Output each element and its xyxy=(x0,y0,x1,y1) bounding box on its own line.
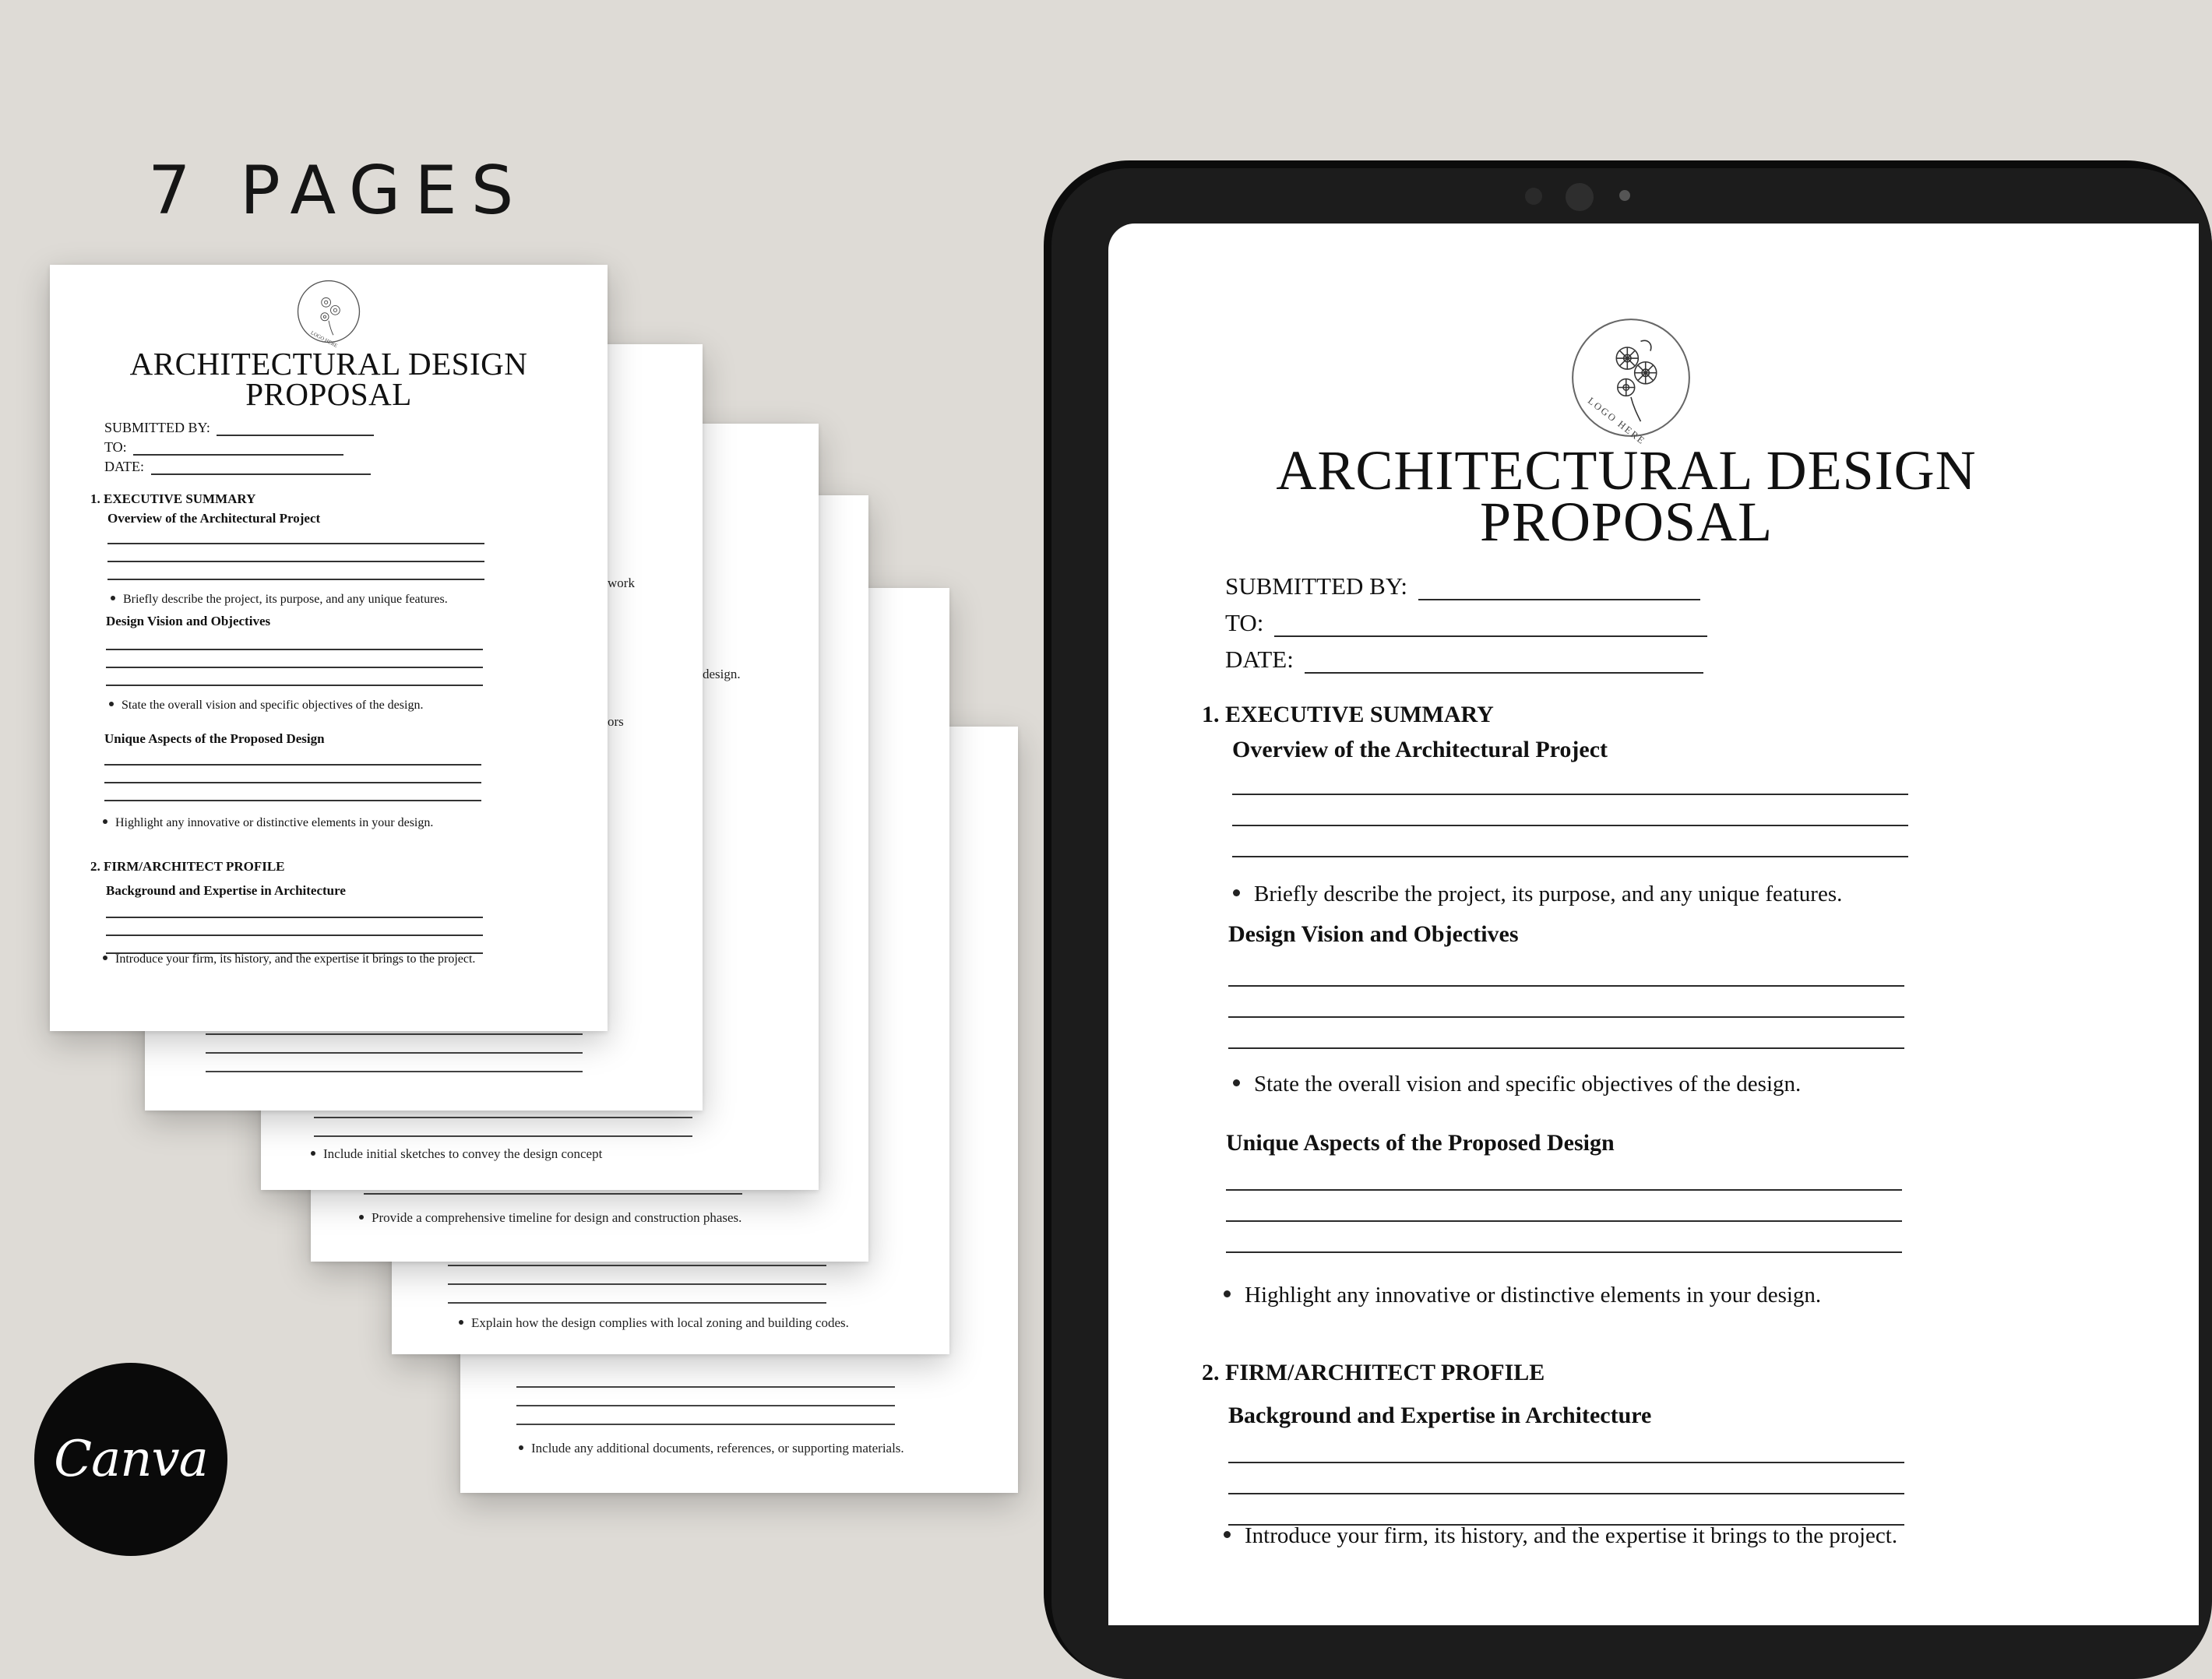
bullet-vision xyxy=(1233,1072,1801,1097)
to-field[interactable] xyxy=(1225,609,1707,637)
front-bullet-unique xyxy=(103,816,433,830)
writing-line xyxy=(106,649,483,650)
writing-line xyxy=(107,579,484,580)
canva-logo xyxy=(34,1363,227,1556)
front-bullet-vision-text: State the overall vision and specific objectives of the design. xyxy=(122,699,424,712)
tablet-camera-icon xyxy=(1566,183,1594,211)
front-section-executive-summary: 1. EXECUTIVE SUMMARY xyxy=(90,491,256,506)
front-bullet-vision xyxy=(109,699,423,713)
page-sheet-3-fragment-work: work xyxy=(608,576,635,590)
page-sheet-7-bullet-text: Include any additional documents, references, or supporting materials. xyxy=(531,1441,904,1455)
tablet-sensor-icon xyxy=(1525,188,1542,205)
writing-line xyxy=(206,1071,583,1072)
heading-vision: Design Vision and Objectives xyxy=(1228,921,1519,947)
date-field[interactable] xyxy=(1225,646,1703,674)
writing-line[interactable] xyxy=(1228,1016,1904,1018)
writing-line[interactable] xyxy=(1232,856,1908,857)
section-firm-profile: 2. FIRM/ARCHITECT PROFILE xyxy=(1202,1360,1545,1385)
date-line[interactable] xyxy=(1305,672,1703,674)
tablet-flash-icon xyxy=(1619,190,1630,201)
front-to-label: TO: xyxy=(104,439,127,455)
writing-line xyxy=(516,1405,895,1406)
bullet-vision-text: State the overall vision and specific objectives of the design. xyxy=(1254,1072,1802,1096)
page-sheet-7-bullet xyxy=(519,1441,904,1456)
writing-line[interactable] xyxy=(1228,1047,1904,1049)
document-title-line1: ARCHITECTURAL DESIGN xyxy=(1276,439,1977,502)
page-sheet-5-bullet-text: Provide a comprehensive timeline for design and construction phases. xyxy=(372,1210,742,1225)
writing-line xyxy=(448,1265,826,1266)
bullet-dot xyxy=(1233,1079,1240,1086)
writing-line xyxy=(104,800,481,801)
bullet-background xyxy=(1224,1523,1897,1549)
writing-line xyxy=(107,561,484,562)
writing-line xyxy=(516,1424,895,1425)
writing-line xyxy=(104,782,481,783)
bullet-dot xyxy=(1224,1290,1231,1297)
logo-placeholder-icon xyxy=(296,279,361,350)
writing-line[interactable] xyxy=(1228,985,1904,987)
writing-line xyxy=(107,543,484,544)
logo-placeholder-icon xyxy=(1570,317,1692,447)
writing-line xyxy=(314,1135,692,1137)
bullet-background-text: Introduce your firm, its history, and the expertise it brings to the project. xyxy=(1245,1523,1898,1548)
bullet-dot xyxy=(109,702,114,706)
submitted-by-line[interactable] xyxy=(1418,599,1700,600)
bullet-dot xyxy=(1224,1531,1231,1538)
front-bullet-background-text: Introduce your firm, its history, and the expertise it brings to the project. xyxy=(115,952,476,966)
writing-line xyxy=(106,667,483,668)
date-label: DATE: xyxy=(1225,646,1294,673)
section-executive-summary: 1. EXECUTIVE SUMMARY xyxy=(1202,702,1494,727)
page-sheet-3-fragment-design: design. xyxy=(703,667,741,681)
front-title-line2: PROPOSAL xyxy=(245,376,412,412)
front-to-field xyxy=(104,439,343,456)
writing-line xyxy=(106,935,483,936)
front-date-label: DATE: xyxy=(104,459,144,474)
page-sheet-4-bullet-text: Include initial sketches to convey the design concept xyxy=(323,1146,603,1161)
writing-line xyxy=(448,1283,826,1285)
bullet-dot xyxy=(103,956,107,960)
bullet-dot xyxy=(103,819,107,824)
canva-logo-text: Canva xyxy=(54,1431,208,1488)
bullet-dot xyxy=(459,1320,463,1325)
heading-overview: Overview of the Architectural Project xyxy=(1232,737,1608,762)
front-bullet-overview xyxy=(111,593,448,607)
front-section-firm-profile: 2. FIRM/ARCHITECT PROFILE xyxy=(90,859,285,874)
logo-text: LOGO HERE xyxy=(1585,395,1648,447)
page-sheet-6-bullet xyxy=(459,1315,849,1331)
writing-line xyxy=(314,1117,692,1118)
heading-background: Background and Expertise in Architecture xyxy=(1228,1403,1652,1428)
front-submitted-by-label: SUBMITTED BY: xyxy=(104,420,210,435)
writing-line[interactable] xyxy=(1226,1220,1902,1222)
writing-line[interactable] xyxy=(1232,794,1908,795)
writing-line xyxy=(516,1386,895,1388)
writing-line xyxy=(106,917,483,918)
to-label: TO: xyxy=(1225,609,1264,636)
to-line[interactable] xyxy=(1274,635,1707,637)
bullet-dot xyxy=(359,1215,364,1220)
writing-line xyxy=(448,1302,826,1304)
writing-line[interactable] xyxy=(1228,1493,1904,1494)
page-sheet-3-fragment-ors: ors xyxy=(608,714,624,729)
bullet-overview-text: Briefly describe the project, its purpose, and any unique features. xyxy=(1254,882,1843,906)
writing-line[interactable] xyxy=(1232,825,1908,826)
writing-line[interactable] xyxy=(1226,1251,1902,1253)
writing-line xyxy=(206,1052,583,1054)
front-submitted-by-field xyxy=(104,420,374,436)
bullet-dot xyxy=(311,1151,315,1156)
bullet-unique xyxy=(1224,1283,1821,1308)
front-heading-background: Background and Expertise in Architecture xyxy=(106,883,346,898)
front-heading-vision: Design Vision and Objectives xyxy=(106,614,271,628)
writing-line xyxy=(364,1193,742,1195)
document-title xyxy=(1108,439,2144,553)
front-title-line1: ARCHITECTURAL DESIGN xyxy=(129,346,528,382)
page-sheet-5-bullet xyxy=(359,1210,741,1226)
writing-line xyxy=(217,435,374,436)
front-heading-overview: Overview of the Architectural Project xyxy=(107,511,321,526)
tablet-screen xyxy=(1108,224,2199,1625)
writing-line xyxy=(133,454,343,456)
front-bullet-unique-text: Highlight any innovative or distinctive elements in your design. xyxy=(115,816,434,829)
bullet-dot xyxy=(111,596,115,600)
writing-line xyxy=(104,764,481,766)
heading-unique: Unique Aspects of the Proposed Design xyxy=(1226,1130,1615,1156)
logo-text: LOGO HERE xyxy=(309,330,339,350)
bullet-unique-text: Highlight any innovative or distinctive elements in your design. xyxy=(1245,1283,1822,1308)
page-sheet-4-bullet xyxy=(311,1146,602,1162)
front-bullet-overview-text: Briefly describe the project, its purpose, and any unique features. xyxy=(123,593,448,606)
writing-line[interactable] xyxy=(1228,1462,1904,1463)
submitted-by-field[interactable] xyxy=(1225,572,1700,600)
writing-line xyxy=(151,473,371,475)
bullet-dot xyxy=(519,1445,523,1450)
writing-line xyxy=(206,1033,583,1035)
page-sheet-1 xyxy=(50,265,608,1031)
bullet-overview xyxy=(1233,882,1842,907)
front-date-field xyxy=(104,459,371,475)
writing-line[interactable] xyxy=(1226,1189,1902,1191)
front-heading-unique: Unique Aspects of the Proposed Design xyxy=(104,731,325,746)
writing-line xyxy=(106,685,483,686)
submitted-by-label: SUBMITTED BY: xyxy=(1225,572,1407,600)
bullet-dot xyxy=(1233,889,1240,896)
headline: 7 PAGES xyxy=(148,152,528,230)
front-title xyxy=(50,346,608,412)
page-sheet-6-bullet-text: Explain how the design complies with local zoning and building codes. xyxy=(471,1315,849,1330)
front-bullet-background xyxy=(103,952,475,966)
document-title-line2: PROPOSAL xyxy=(1479,491,1773,553)
